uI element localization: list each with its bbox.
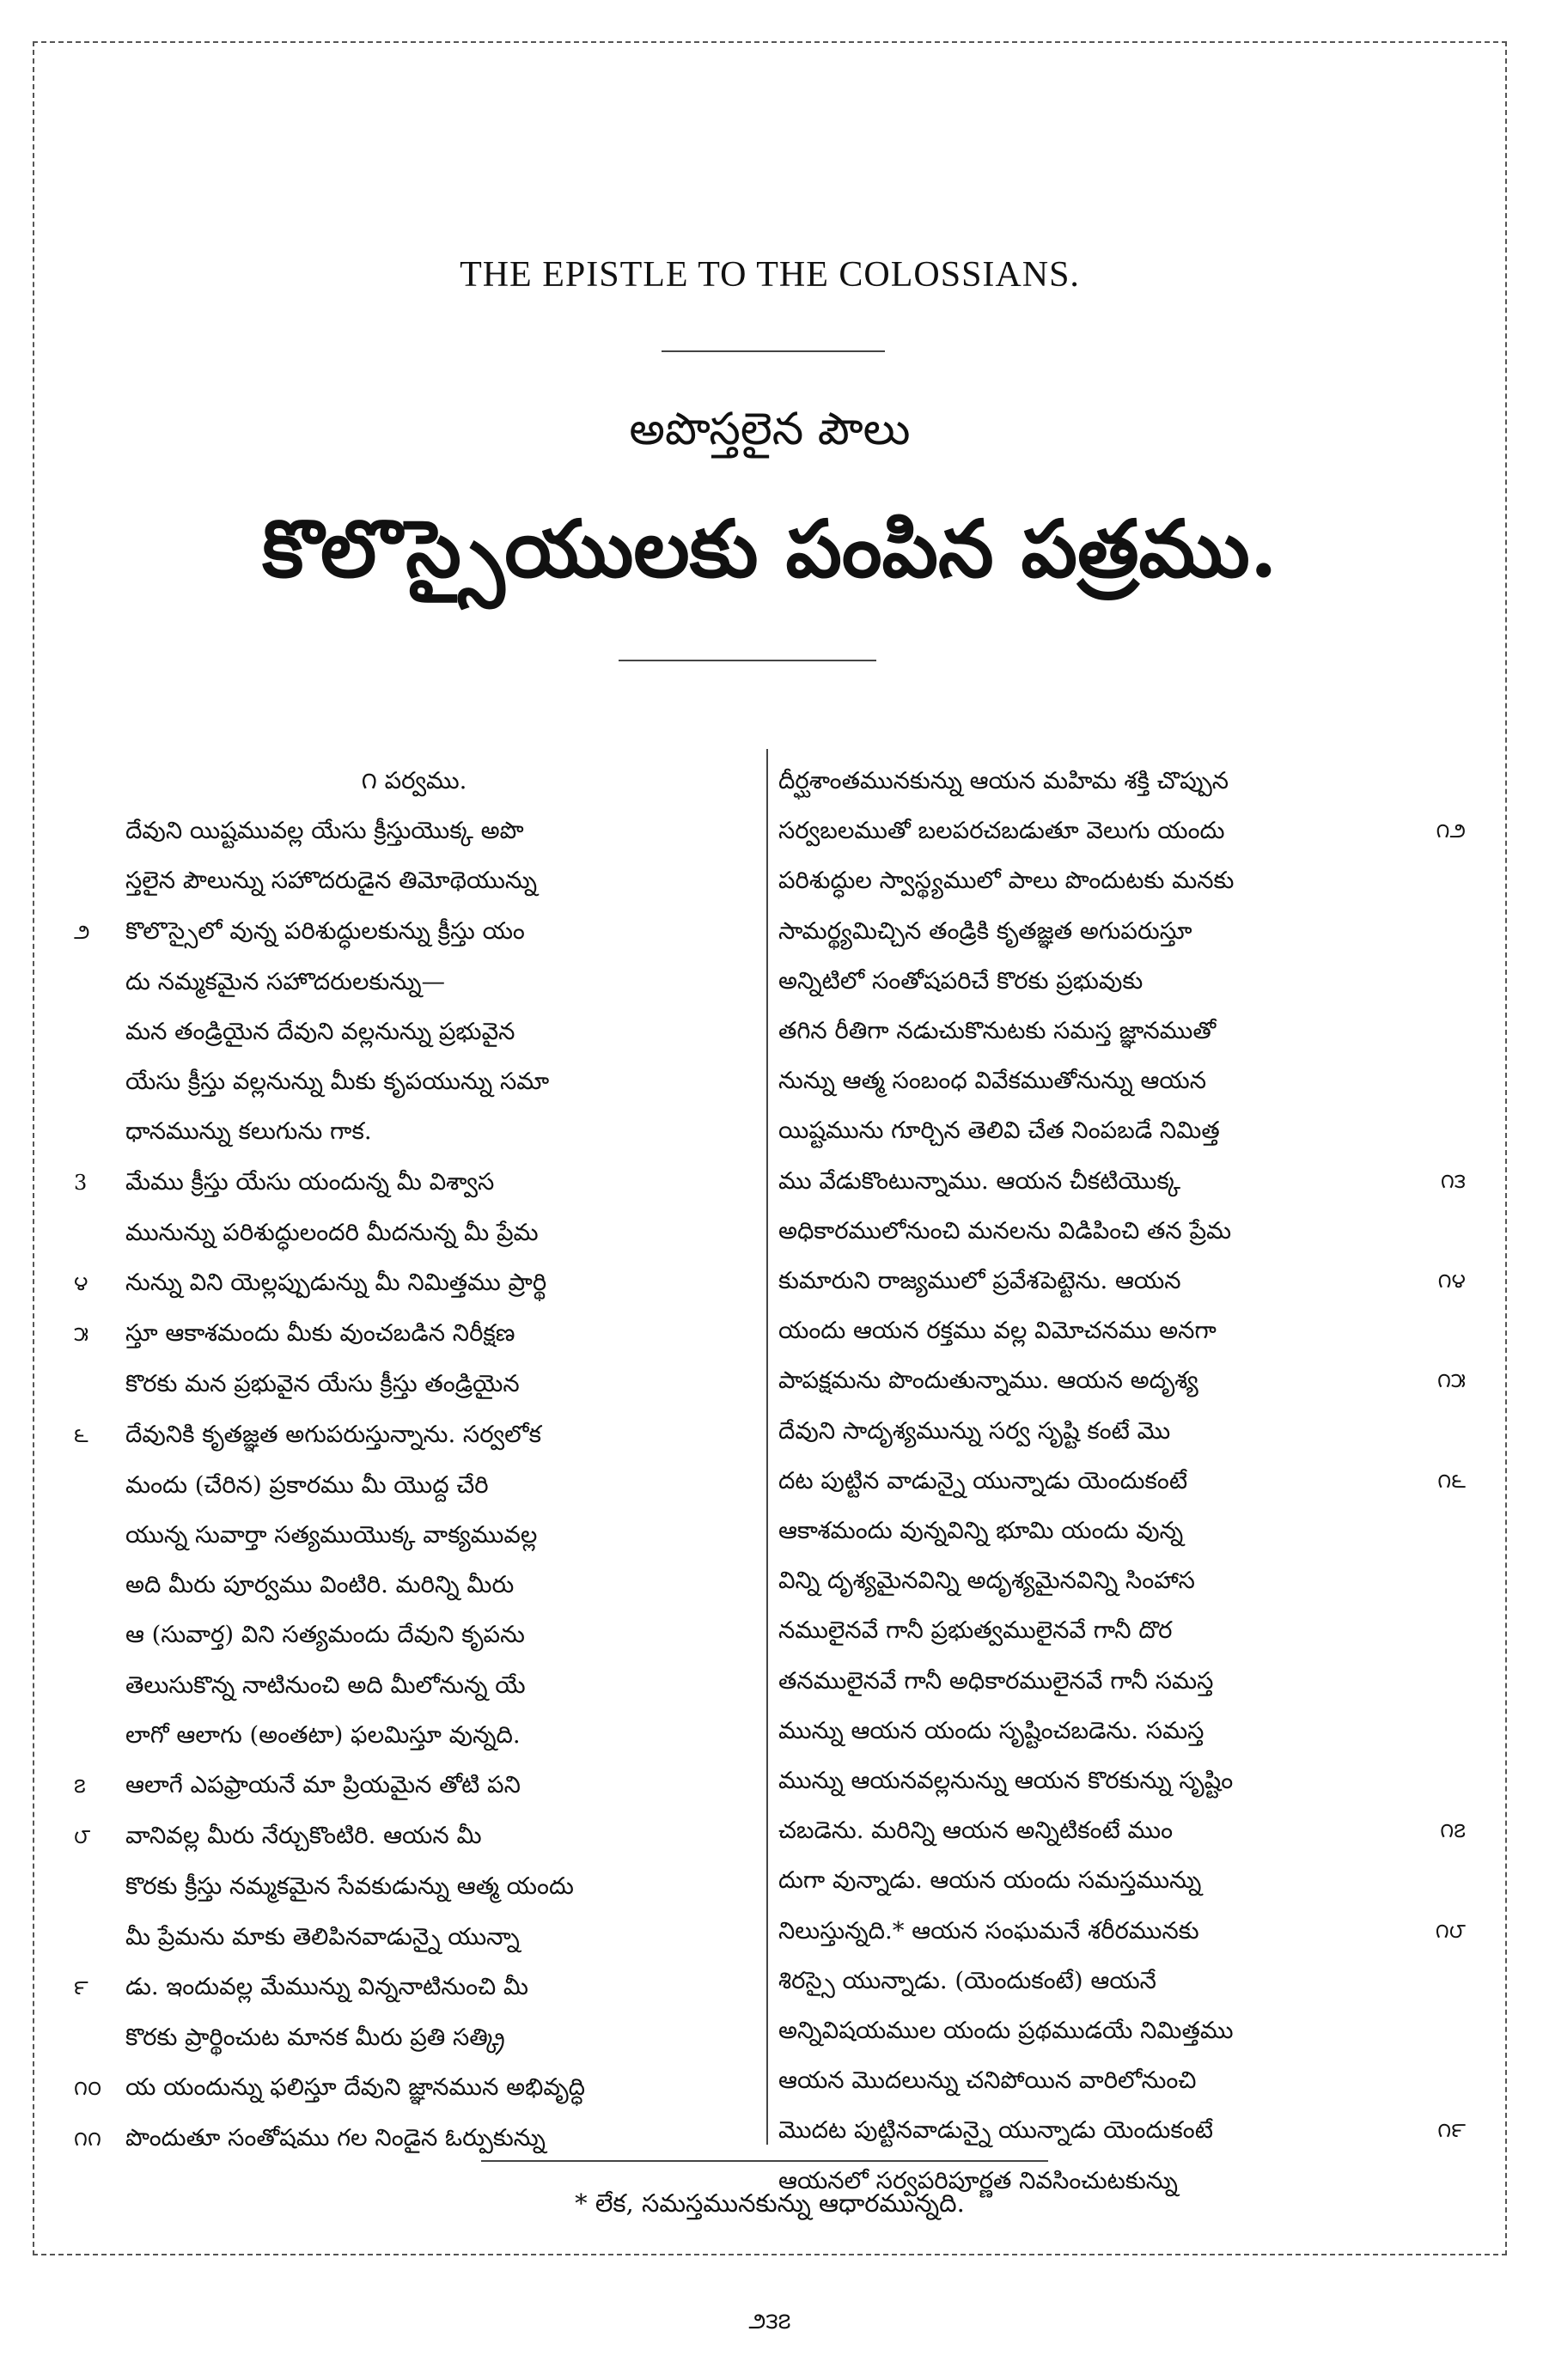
verse-number: 3 <box>74 1170 88 1195</box>
text-line <box>79 806 749 855</box>
verse-number: ౧౭ <box>1440 1818 1466 1843</box>
line-text: య యందున్ను ఫలిస్తూ దేవుని జ్ఞానమున అభివృద్ధి <box>125 2073 586 2102</box>
text-line <box>79 1560 749 1610</box>
line-text: అధికారములోనుంచి మనలను విడిపించి తన ప్రేమ <box>778 1216 1232 1245</box>
text-line <box>778 956 1457 1006</box>
text-line <box>778 855 1457 905</box>
line-text: మొదట పుట్టినవాడున్నై యున్నాడు యెందుకంటే <box>778 2116 1213 2145</box>
text-line <box>74 1157 749 1208</box>
line-text: ధానమున్ను కలుగును గాక. <box>125 1117 372 1146</box>
text-line <box>74 1257 749 1308</box>
text-line <box>79 1359 749 1409</box>
text-line <box>79 855 749 905</box>
text-line <box>79 1610 749 1659</box>
verse-number: ౧౯ <box>1437 2118 1466 2143</box>
line-text: మేము క్రీస్తు యేసు యందున్న మీ విశ్వాస <box>125 1167 495 1196</box>
text-line <box>74 2113 749 2164</box>
verse-number: ౧౬ <box>1437 1468 1466 1493</box>
text-line <box>74 906 749 957</box>
line-text: ఆయన మొదలున్ను చనిపోయిన వారిలోనుంచి <box>778 2067 1197 2095</box>
text-line <box>79 1660 749 1710</box>
text-line <box>79 1912 749 1962</box>
text-line <box>778 1056 1457 1105</box>
text-line <box>778 1656 1457 1706</box>
footnote: * లేక, సమస్తమునకున్ను ఆధారమున్నది. <box>575 2188 965 2218</box>
text-line <box>778 1956 1457 2006</box>
text-line <box>74 1811 749 1861</box>
line-text: కొరకు క్రీస్తు నమ్మకమైన సేవకుడున్ను ఆత్మ యందు <box>125 1872 574 1901</box>
line-text: మందు (చేరిన) ప్రకారము మీ యొద్ద చేరి <box>125 1470 489 1499</box>
text-line <box>74 1962 749 2012</box>
verse-number: ౪ <box>74 1271 88 1296</box>
header-divider <box>619 660 876 661</box>
verse-number: ౬ <box>74 1422 88 1447</box>
page-number: ౨౩౭ <box>748 2309 791 2334</box>
text-line <box>74 1409 749 1460</box>
column-divider <box>766 749 768 2145</box>
text-line <box>74 1308 749 1359</box>
text-line <box>778 1355 1466 1405</box>
text-line <box>74 2062 749 2113</box>
text-line <box>778 1706 1457 1756</box>
line-text: అది మీరు పూర్వము వింటిరి. మరిన్ని మీరు <box>125 1571 515 1599</box>
text-line <box>778 1456 1466 1506</box>
verse-number: ౨ <box>74 919 90 944</box>
text-line <box>79 1710 749 1760</box>
line-text: దుగా వున్నాడు. ఆయన యందు సమస్తమున్ను <box>778 1866 1202 1895</box>
text-line <box>778 1206 1457 1256</box>
verse-number: ౭ <box>74 1774 86 1799</box>
verse-number: ౧౨ <box>1436 819 1466 843</box>
line-text: నున్ను విని యెల్లప్పుడున్ను మీ నిమిత్తము ప్రార్థి <box>125 1269 547 1297</box>
verse-number: ౧౮ <box>1435 1918 1466 1943</box>
line-text: నున్ను ఆత్మ సంబంధ వివేకముతోనున్ను ఆయన <box>778 1067 1207 1095</box>
line-text: కొరకు మన ప్రభువైన యేసు క్రీస్తు తండ్రియైన <box>125 1370 520 1398</box>
line-text: మీ ప్రేమను మాకు తెలిపినవాడున్నై యున్నా <box>125 1922 520 1951</box>
verse-number: ౫ <box>74 1322 89 1347</box>
line-text: కుమారుని రాజ్యములో ప్రవేశపెట్టెను. ఆయన <box>778 1267 1181 1295</box>
verse-number: ౧౫ <box>1436 1368 1466 1393</box>
text-line <box>778 1105 1457 1155</box>
text-line <box>778 1555 1457 1605</box>
text-line <box>79 1460 749 1510</box>
telugu-subtitle: అపొస్తలైన పౌలు <box>629 404 911 455</box>
line-text: స్తూ ఆకాశమందు మీకు వుంచబడిన నిరీక్షణ <box>125 1319 515 1348</box>
text-line <box>79 1106 749 1156</box>
text-line <box>778 1506 1457 1555</box>
english-title: THE EPISTLE TO THE COLOSSIANS. <box>460 255 1080 295</box>
line-text: కొలొస్సైలో వున్న పరిశుద్ధులకున్ను క్రీస్తు యం <box>125 916 525 945</box>
line-text: నిలుస్తున్నది.* ఆయన సంఘమనే శరీరమునకు <box>778 1916 1199 1945</box>
text-line <box>79 1007 749 1056</box>
text-line <box>778 1855 1457 1905</box>
line-text: మున్ను ఆయన యందు సృష్టించబడెను. సమస్త <box>778 1716 1205 1744</box>
text-line <box>778 906 1457 956</box>
line-text: యిష్టమును గూర్చిన తెలివి చేత నింపబడే నిమిత్త <box>778 1117 1220 1145</box>
line-text: తనములైనవే గానీ అధికారములైనవే గానీ సమస్త <box>778 1666 1214 1695</box>
line-text: దు నమ్మకమైన సహొదరులకున్ను— <box>125 967 446 995</box>
text-line <box>778 756 1457 806</box>
line-text: చబడెను. మరిన్ని ఆయన అన్నిటికంటే ముం <box>778 1817 1174 1845</box>
text-line <box>79 2012 749 2062</box>
text-line <box>79 1510 749 1560</box>
verse-number: ౯ <box>74 1975 88 2000</box>
text-line <box>778 1406 1457 1456</box>
line-text: పరిశుద్ధుల స్వాస్థ్యములో పాలు పొందుటకు మనకు <box>778 867 1235 895</box>
line-text: సర్వబలముతో బలపరచబడుతూ వెలుగు యందు <box>778 817 1225 845</box>
line-text: దేవుని సాదృశ్యమున్ను సర్వ సృష్టి కంటే మొ <box>778 1416 1171 1445</box>
verse-number: ౧౧ <box>74 2127 101 2152</box>
text-line <box>778 1906 1466 1956</box>
line-text: ము వేడుకొంటున్నాము. ఆయన చీకటియొక్క <box>778 1166 1181 1195</box>
line-text: అన్నిటిలో సంతోషపరిచే కొరకు ప్రభువుకు <box>778 966 1144 995</box>
verse-number: ౧౪ <box>1437 1269 1466 1293</box>
text-line <box>778 1756 1457 1805</box>
right-column-lines <box>778 756 1466 2206</box>
right-column <box>778 756 1466 2194</box>
text-line <box>778 1256 1466 1306</box>
line-text: స్తలైన పౌలున్ను సహొదరుడైన తిమోథెయున్ను <box>125 867 537 895</box>
footnote-divider <box>481 2160 1048 2162</box>
line-text: మున్ను ఆయనవల్లనున్ను ఆయన కొరకున్ను సృష్టిం <box>778 1767 1234 1795</box>
text-line <box>79 1208 749 1257</box>
line-text: దేవుని యిష్టమువల్ల యేసు క్రీస్తుయొక్క అపొ <box>125 817 524 845</box>
line-text: లాగో ఆలాగు (అంతటా) ఫలమిస్తూ వున్నది. <box>125 1720 521 1749</box>
text-line <box>79 1056 749 1106</box>
line-text: ఆలాగే ఎపఫ్రాయనే మా ప్రియమైన తోటి పని <box>125 1771 521 1799</box>
line-text: అన్నివిషయముల యందు ప్రథముడయే నిమిత్తము <box>778 2017 1234 2045</box>
line-text: మునున్ను పరిశుద్ధులందరి మీదనున్న మీ ప్రేమ <box>125 1218 539 1246</box>
line-text: తెలుసుకొన్న నాటినుంచి అది మీలోనున్న యే <box>125 1671 526 1699</box>
text-line <box>778 1605 1457 1655</box>
verse-number: ౧౩ <box>1440 1168 1466 1193</box>
text-line <box>778 1156 1466 1206</box>
text-line <box>79 1861 749 1911</box>
text-line <box>778 1006 1457 1056</box>
line-text: యున్న సువార్తా సత్యముయొక్క వాక్యమువల్ల <box>125 1521 538 1549</box>
text-line <box>778 2006 1457 2055</box>
chapter-heading: ౧ పర్వము. <box>361 767 467 794</box>
line-text: శిరస్సై యున్నాడు. (యెందుకంటే) ఆయనే <box>778 1966 1156 1994</box>
line-text: ఆ (సువార్త) విని సత్యమందు దేవుని కృపను <box>125 1621 525 1649</box>
verse-number: ౮ <box>74 1824 91 1849</box>
line-text: వానివల్ల మీరు నేర్చుకొంటిరి. ఆయన మీ <box>125 1822 482 1850</box>
line-text: ఆకాశమందు వున్నవిన్ని భూమి యందు వున్న <box>778 1517 1184 1545</box>
line-text: దేవునికి కృతజ్ఞత అగుపరుస్తున్నాను. సర్వలోక <box>125 1420 541 1448</box>
line-text: ఆయనలో సర్వపరిపూర్ణత నివసించుటకున్ను <box>778 2166 1178 2194</box>
line-text: యందు ఆయన రక్తము వల్ల విమోచనము అనగా <box>778 1317 1217 1345</box>
line-text: యేసు క్రీస్తు వల్లనున్ను మీకు కృపయున్ను సమా <box>125 1068 550 1096</box>
text-line <box>778 2105 1466 2155</box>
verse-number: ౧౦ <box>74 2076 102 2101</box>
line-text: పాపక్షమను పొందుతున్నాము. ఆయన అదృశ్య <box>778 1367 1198 1395</box>
left-column-lines <box>74 806 749 2164</box>
text-line <box>79 957 749 1007</box>
left-column <box>74 756 749 2152</box>
line-text: డు. ఇందువల్ల మేమున్ను విన్ననాటినుంచి మీ <box>125 1972 529 2000</box>
line-text: మన తండ్రియైన దేవుని వల్లనున్ను ప్రభువైన <box>125 1018 515 1046</box>
line-text: దీర్ఘశాంతమునకున్ను ఆయన మహిమ శక్తి చొప్పున <box>778 767 1229 794</box>
text-line <box>778 2055 1457 2105</box>
text-line <box>778 1805 1466 1855</box>
text-line <box>778 1306 1457 1355</box>
telugu-main-title: కొలొస్సైయులకు పంపిన పత్రము. <box>262 502 1278 595</box>
line-text: దట పుట్టిన వాడున్నై యున్నాడు యెందుకంటే <box>778 1466 1188 1494</box>
text-line <box>778 806 1466 855</box>
line-text: నములైనవే గానీ ప్రభుత్వములైనవే గానీ దొర <box>778 1616 1173 1645</box>
line-text: పొందుతూ సంతోషము గల నిండైన ఓర్పుకున్ను <box>125 2124 546 2152</box>
text-line <box>74 1760 749 1811</box>
line-text: తగిన రీతిగా నడుచుకొనుటకు సమస్త జ్ఞానముతో <box>778 1017 1217 1045</box>
line-text: సామర్థ్యమిచ్చిన తండ్రికి కృతజ్ఞత అగుపరుస్తూ <box>778 916 1192 945</box>
line-text: విన్ని దృశ్యమైనవిన్ని అదృశ్యమైనవిన్ని సింహాస <box>778 1567 1195 1595</box>
line-text: కొరకు ప్రార్థించుట మానక మీరు ప్రతి సత్క్రి <box>125 2024 505 2052</box>
title-divider <box>662 350 885 352</box>
